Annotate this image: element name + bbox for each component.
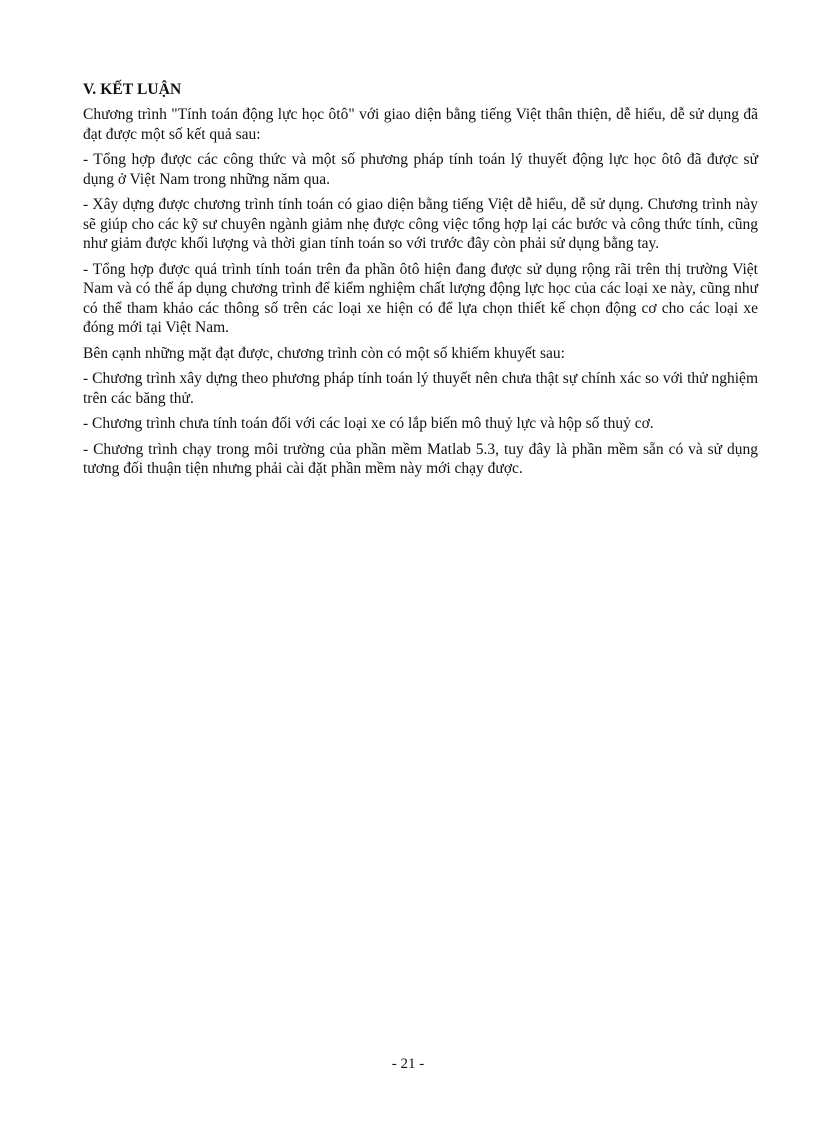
limitations-intro-paragraph: Bên cạnh những mặt đạt được, chương trình còn có một số khiếm khuyết sau: bbox=[83, 344, 565, 362]
section-heading: V. KẾT LUẬN bbox=[83, 81, 182, 98]
limitation-item-2: - Chương trình chưa tính toán đối với các loại xe có lắp biến mô thuỷ lực và hộp số thuỷ cơ. bbox=[83, 415, 654, 432]
result-item-2: - Xây dựng được chương trình tính toán có giao diện bằng tiếng Việt dễ hiểu, dễ sử dụng. Chương trình này sẽ giúp cho các kỹ sư chuyên ngành giảm nhẹ được công việc tổng hợp lại các bước và công thức tính, cũng như giảm được khối lượng và thời gian tính toán so với trước đây còn phải sử dụng bằng tay. bbox=[83, 196, 758, 252]
result-item-1: - Tổng hợp được các công thức và một số phương pháp tính toán lý thuyết động lực học ôtô đã được sử dụng ở Việt Nam trong những năm qua. bbox=[83, 151, 758, 188]
result-item-3: - Tổng hợp được quá trình tính toán trên đa phần ôtô hiện đang được sử dụng rộng rãi trên thị trường Việt Nam và có thể áp dụng chương trình để kiểm nghiệm chất lượng động lực học của các loại xe này, cũng như có thể tham khảo các thông số trên các loại xe hiện có để lựa chọn thiết kế chọn động cơ cho các loại xe đóng mới tại Việt Nam. bbox=[83, 260, 758, 336]
intro-paragraph: Chương trình "Tính toán động lực học ôtô" với giao diện bằng tiếng Việt thân thiện, dễ hiểu, dễ sử dụng đã đạt được một số kết quả sau: bbox=[83, 106, 758, 143]
limitation-item-1: - Chương trình xây dựng theo phương pháp tính toán lý thuyết nên chưa thật sự chính xác so với thử nghiệm trên các băng thử. bbox=[83, 370, 758, 407]
page-number: - 21 - bbox=[391, 1056, 425, 1072]
document-body bbox=[83, 80, 758, 485]
limitation-item-3: - Chương trình chạy trong môi trường của phần mềm Matlab 5.3, tuy đây là phần mềm sẵn có và sử dụng tương đối thuận tiện nhưng phải cài đặt phần mềm này mới chạy được. bbox=[83, 440, 758, 477]
